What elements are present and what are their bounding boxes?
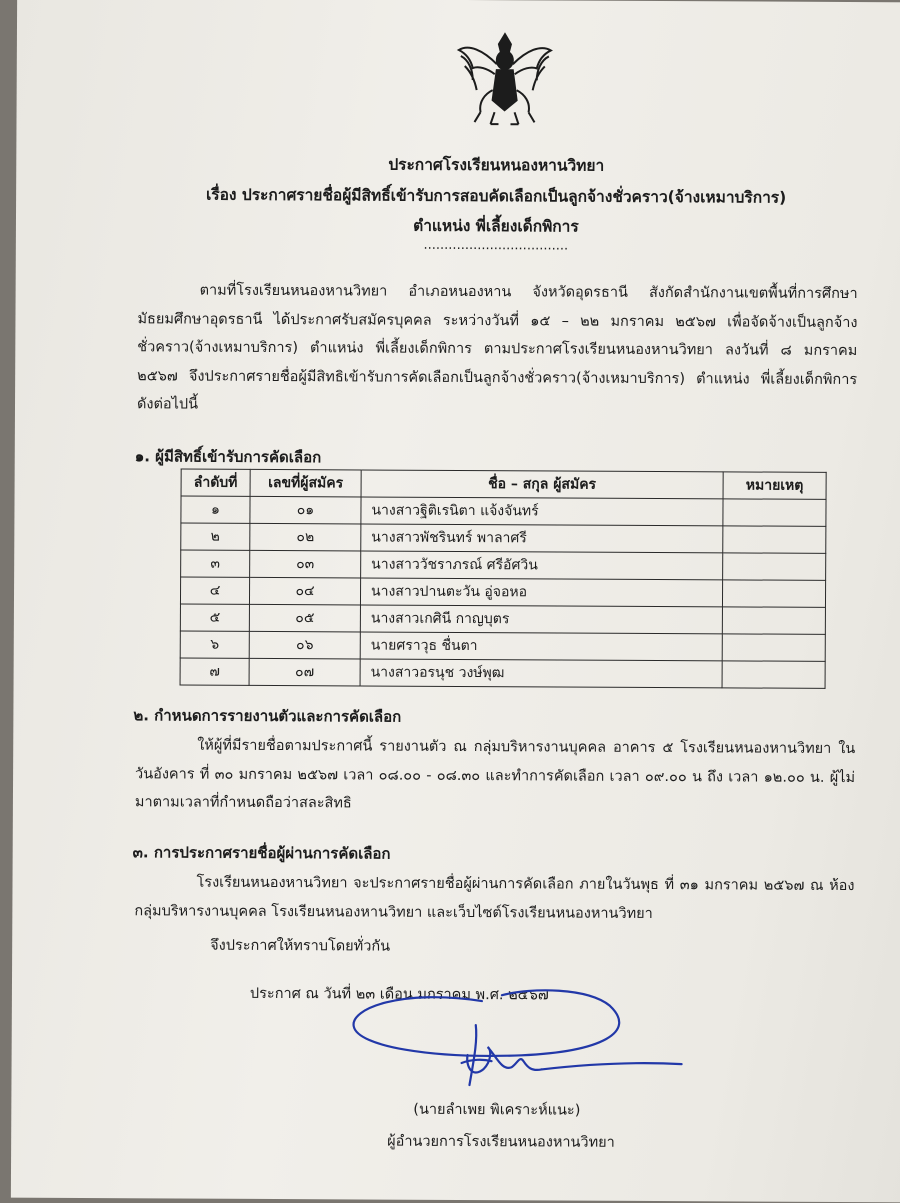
row-number: ๔ — [180, 577, 249, 604]
remark-cell — [722, 634, 825, 662]
table-row — [180, 577, 825, 607]
candidate-table — [180, 469, 827, 689]
applicant-name: นายศราวุธ ชื่นตา — [360, 632, 722, 661]
row-number: ๕ — [180, 604, 249, 631]
remark-cell — [722, 607, 825, 635]
intro-paragraph: ตามที่โรงเรียนหนองหานวิทยา อำเภอหนองหาน จังหวัดอุดรธานี สังกัดสำนักงานเขตพื้นที่การศึกษามัธยมศึกษาอุดรธานี ได้ประกาศรับสมัครบุคคล ระหว่างวันที่ ๑๕ – ๒๒ มกราคม ๒๕๖๗ เพื่อจัดจ้างเป็นลูกจ้างชั่วคราว(จ้างเหมาบริการ) ตำแหน่ง พี่เลี้ยงเด็กพิการ ตามประกาศโรงเรียนหนองหานวิทยา ลงวันที่ ๘ มกราคม ๒๕๖๗ จึงประกาศรายชื่อผู้มีสิทธิเข้ารับการคัดเลือกเป็นลูกจ้างชั่วคราว(จ้างเหมาบริการ) ตำแหน่ง พี่เลี้ยงเด็กพิการ ดังต่อไปนี้ — [136, 282, 858, 413]
applicant-number: ๐๖ — [249, 631, 360, 659]
title-divider: ................................... — [423, 237, 569, 254]
closing-line: จึงประกาศให้ทราบโดยทั่วกัน — [210, 937, 391, 955]
section-3-heading: ๓. การประกาศรายชื่อผู้ผ่านการคัดเลือก — [132, 843, 391, 863]
table-row — [181, 550, 826, 580]
applicant-number: ๐๓ — [250, 550, 361, 578]
column-header: ชื่อ – สกุล ผู้สมัคร — [361, 470, 723, 499]
applicant-name: นางสาวเกศินี กาญบุตร — [360, 605, 722, 634]
announcement-title: ประกาศโรงเรียนหนองหานวิทยา — [388, 155, 605, 175]
signer-name: (นายลำเพย พิเคราะห์แนะ) — [413, 1101, 581, 1119]
table-row — [180, 631, 825, 661]
section-2-paragraph: ให้ผู้ที่มีรายชื่อตามประกาศนี้ รายงานตัว ณ กลุ่มบริหารงานบุคคล อาคาร ๕ โรงเรียนหนองหานวิทยา ในวันอังคาร ที่ ๓๐ มกราคม ๒๕๖๗ เวลา ๐๘.๐๐ - ๐๘.๓๐ และทำการคัดเลือก เวลา ๐๙.๐๐ น ถึง เวลา ๑๒.๐๐ น. ผู้ไม่มาตามเวลาที่กำหนดถือว่าสละสิทธิ — [134, 737, 856, 812]
remark-cell — [723, 553, 826, 581]
remark-cell — [723, 526, 826, 554]
table-row — [180, 604, 825, 634]
applicant-name: นางสาวฐิติเรนิตา แจ้งจันทร์ — [361, 497, 723, 526]
row-number: ๖ — [180, 631, 249, 658]
applicant-number: ๐๗ — [249, 658, 360, 686]
table-row — [181, 523, 826, 553]
signer-title: ผู้อำนวยการโรงเรียนหนองหานวิทยา — [387, 1133, 615, 1151]
column-header: ลำดับที่ — [181, 469, 250, 496]
applicant-name: นางสาวอรนุช วงษ์พุฒ — [360, 659, 722, 688]
table-header-row — [181, 469, 826, 499]
applicant-name: นางสาววัชราภรณ์ ศรีอัศวิน — [361, 551, 723, 580]
row-number: ๑ — [181, 496, 250, 523]
garuda-emblem-icon — [454, 30, 555, 129]
remark-cell — [722, 580, 825, 608]
applicant-name: นางสาวปานตะวัน อู่จอหอ — [360, 578, 722, 607]
document-page — [11, 0, 900, 1202]
row-number: ๓ — [181, 550, 250, 577]
applicant-number: ๐๔ — [249, 577, 360, 605]
column-header: หมายเหตุ — [723, 472, 826, 500]
applicant-number: ๐๕ — [249, 604, 360, 632]
table-row — [181, 496, 826, 526]
remark-cell — [723, 499, 826, 527]
applicant-number: ๐๑ — [250, 496, 361, 524]
section-3-paragraph: โรงเรียนหนองหานวิทยา จะประกาศรายชื่อผู้ผ่านการคัดเลือก ภายในวันพุธ ที่ ๓๑ มกราคม ๒๕๖๗ ณ ห้องกลุ่มบริหารงานบุคคล โรงเรียนหนองหานวิทยา และเว็บไซต์โรงเรียนหนองหานวิทยา — [134, 874, 855, 922]
applicant-number: ๐๒ — [250, 523, 361, 551]
row-number: ๒ — [181, 523, 250, 550]
applicant-name: นางสาวพัชรินทร์ พาลาศรี — [361, 524, 723, 553]
announcement-date: ประกาศ ณ วันที่ ๒๓ เดือน มกราคม พ.ศ. ๒๕๖๗ — [249, 985, 549, 1004]
row-number: ๗ — [180, 658, 249, 685]
handwritten-signature — [341, 974, 702, 1106]
announcement-position: ตำแหน่ง พี่เลี้ยงเด็กพิการ — [413, 216, 579, 236]
section-1-heading: ๑. ผู้มีสิทธิ์เข้ารับการคัดเลือก — [134, 447, 322, 467]
table-row — [180, 658, 825, 688]
column-header: เลขที่ผู้สมัคร — [250, 469, 361, 497]
announcement-subject: เรื่อง ประกาศรายชื่อผู้มีสิทธิ์เข้ารับการสอบคัดเลือกเป็นลูกจ้างชั่วคราว(จ้างเหมาบริการ) — [205, 185, 787, 207]
section-2-heading: ๒. กำหนดการรายงานตัวและการคัดเลือก — [133, 706, 402, 726]
remark-cell — [722, 661, 825, 689]
